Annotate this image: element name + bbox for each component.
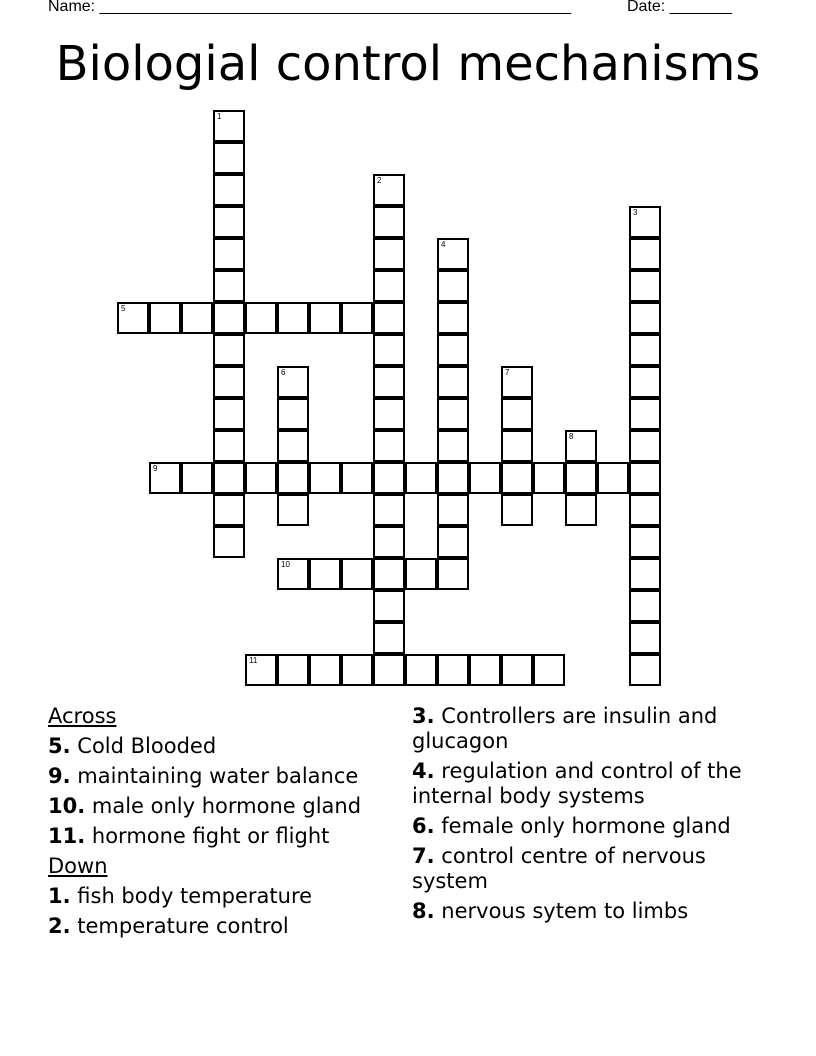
crossword-cell[interactable] xyxy=(501,366,533,398)
crossword-cell[interactable] xyxy=(117,302,149,334)
crossword-cell[interactable] xyxy=(629,238,661,270)
crossword-cell[interactable] xyxy=(373,270,405,302)
cell-number: 7 xyxy=(505,368,510,377)
crossword-cell[interactable] xyxy=(405,462,437,494)
clue-down-6 xyxy=(412,814,757,839)
clue-text: nervous sytem to limbs xyxy=(441,899,689,923)
clue-text: male only hormone gland xyxy=(91,794,362,818)
crossword-cell[interactable] xyxy=(213,174,245,206)
crossword-cell[interactable] xyxy=(437,526,469,558)
crossword-cell[interactable] xyxy=(437,302,469,334)
crossword-cell[interactable] xyxy=(213,110,245,142)
crossword-cell[interactable] xyxy=(373,334,405,366)
crossword-cell[interactable] xyxy=(533,462,565,494)
crossword-cell[interactable] xyxy=(597,462,629,494)
clue-text: control centre of nervous system xyxy=(412,844,706,893)
crossword-cell[interactable] xyxy=(373,174,405,206)
crossword-cell[interactable] xyxy=(437,366,469,398)
cell-number: 11 xyxy=(249,656,258,665)
crossword-cell[interactable] xyxy=(373,526,405,558)
crossword-cell[interactable] xyxy=(277,462,309,494)
clue-across-9 xyxy=(48,764,388,789)
crossword-cell[interactable] xyxy=(213,206,245,238)
clue-across-10 xyxy=(48,794,388,819)
crossword-cell[interactable] xyxy=(437,558,469,590)
clue-number: 3. xyxy=(412,704,435,728)
cell-number: 1 xyxy=(217,112,222,121)
crossword-cell[interactable] xyxy=(469,654,501,686)
crossword-cell[interactable] xyxy=(373,238,405,270)
clue-number: 5. xyxy=(48,734,71,758)
crossword-cell[interactable] xyxy=(373,366,405,398)
crossword-cell[interactable] xyxy=(213,142,245,174)
crossword-cell[interactable] xyxy=(501,494,533,526)
cell-number: 8 xyxy=(569,432,574,441)
crossword-cell[interactable] xyxy=(277,654,309,686)
clue-number: 6. xyxy=(412,814,435,838)
date-field-label: Date: _______ xyxy=(627,0,732,15)
clue-down-2 xyxy=(48,914,388,939)
crossword-cell[interactable] xyxy=(533,654,565,686)
clue-text: female only hormone gland xyxy=(441,814,731,838)
clue-across-11 xyxy=(48,824,388,849)
clue-number: 2. xyxy=(48,914,71,938)
crossword-cell[interactable] xyxy=(373,206,405,238)
clue-text: maintaining water balance xyxy=(77,764,359,788)
clue-text: temperature control xyxy=(77,914,289,938)
cell-number: 2 xyxy=(377,176,382,185)
across-heading: Across xyxy=(48,704,117,728)
cell-number: 9 xyxy=(153,464,158,473)
crossword-cell[interactable] xyxy=(405,558,437,590)
clue-down-7 xyxy=(412,844,757,894)
crossword-cell[interactable] xyxy=(437,430,469,462)
crossword-cell[interactable] xyxy=(341,462,373,494)
cell-number: 6 xyxy=(281,368,286,377)
crossword-cell[interactable] xyxy=(277,430,309,462)
crossword-cell[interactable] xyxy=(565,462,597,494)
crossword-cell[interactable] xyxy=(437,462,469,494)
crossword-cell[interactable] xyxy=(629,270,661,302)
clue-number: 8. xyxy=(412,899,435,923)
crossword-cell[interactable] xyxy=(629,398,661,430)
crossword-cell[interactable] xyxy=(437,270,469,302)
crossword-cell[interactable] xyxy=(501,430,533,462)
crossword-cell[interactable] xyxy=(149,462,181,494)
cell-number: 4 xyxy=(441,240,446,249)
crossword-cell[interactable] xyxy=(437,654,469,686)
crossword-cell[interactable] xyxy=(373,494,405,526)
clue-number: 11. xyxy=(48,824,86,848)
crossword-cell[interactable] xyxy=(245,462,277,494)
crossword-cell[interactable] xyxy=(437,494,469,526)
crossword-cell[interactable] xyxy=(213,430,245,462)
crossword-cell[interactable] xyxy=(629,366,661,398)
crossword-cell[interactable] xyxy=(373,654,405,686)
crossword-cell[interactable] xyxy=(309,302,341,334)
crossword-cell[interactable] xyxy=(245,302,277,334)
crossword-cell[interactable] xyxy=(501,654,533,686)
crossword-cell[interactable] xyxy=(437,398,469,430)
clue-across-5 xyxy=(48,734,388,759)
cell-number: 5 xyxy=(121,304,126,313)
clue-text: fish body temperature xyxy=(77,884,313,908)
crossword-cell[interactable] xyxy=(373,398,405,430)
crossword-cell[interactable] xyxy=(309,654,341,686)
crossword-cell[interactable] xyxy=(341,302,373,334)
clue-down-4 xyxy=(412,759,757,809)
crossword-cell[interactable] xyxy=(501,462,533,494)
name-field-label: Name: _____________________________________________________ xyxy=(48,0,572,15)
crossword-cell[interactable] xyxy=(277,494,309,526)
crossword-cell[interactable] xyxy=(277,302,309,334)
crossword-cell[interactable] xyxy=(501,398,533,430)
crossword-cell[interactable] xyxy=(373,558,405,590)
cell-number: 10 xyxy=(281,560,290,569)
crossword-cell[interactable] xyxy=(213,302,245,334)
crossword-cell[interactable] xyxy=(437,238,469,270)
clue-number: 1. xyxy=(48,884,71,908)
clue-number: 7. xyxy=(412,844,435,868)
crossword-cell[interactable] xyxy=(565,430,597,462)
crossword-cell[interactable] xyxy=(245,654,277,686)
crossword-cell[interactable] xyxy=(213,334,245,366)
crossword-cell[interactable] xyxy=(277,366,309,398)
clues-column-left xyxy=(48,704,388,944)
clue-number: 10. xyxy=(48,794,86,818)
clue-text: Controllers are insulin and glucagon xyxy=(412,704,718,753)
clue-down-1 xyxy=(48,884,388,909)
clue-text: regulation and control of the internal body systems xyxy=(412,759,742,808)
crossword-cell[interactable] xyxy=(629,494,661,526)
crossword-cell[interactable] xyxy=(629,558,661,590)
crossword-cell[interactable] xyxy=(181,462,213,494)
clue-number: 4. xyxy=(412,759,435,783)
crossword-cell[interactable] xyxy=(341,654,373,686)
down-heading: Down xyxy=(48,854,108,878)
crossword-cell[interactable] xyxy=(629,462,661,494)
clue-number: 9. xyxy=(48,764,71,788)
crossword-cell[interactable] xyxy=(373,462,405,494)
page-title: Biologial control mechanisms xyxy=(55,36,761,92)
crossword-cell[interactable] xyxy=(629,302,661,334)
crossword-cell[interactable] xyxy=(629,206,661,238)
crossword-cell[interactable] xyxy=(629,590,661,622)
clue-text: Cold Blooded xyxy=(77,734,217,758)
crossword-cell[interactable] xyxy=(629,526,661,558)
cell-number: 3 xyxy=(633,208,638,217)
crossword-cell[interactable] xyxy=(341,558,373,590)
crossword-cell[interactable] xyxy=(373,590,405,622)
crossword-cell[interactable] xyxy=(213,494,245,526)
crossword-cell[interactable] xyxy=(149,302,181,334)
crossword-cell[interactable] xyxy=(213,270,245,302)
crossword-cell[interactable] xyxy=(277,558,309,590)
clue-text: hormone fight or flight xyxy=(91,824,330,848)
crossword-cell[interactable] xyxy=(629,430,661,462)
crossword-cell[interactable] xyxy=(373,302,405,334)
crossword-cell[interactable] xyxy=(181,302,213,334)
clue-down-8 xyxy=(412,899,757,924)
crossword-cell[interactable] xyxy=(629,622,661,654)
crossword-cell[interactable] xyxy=(213,366,245,398)
crossword-cell[interactable] xyxy=(213,462,245,494)
crossword-cell[interactable] xyxy=(629,334,661,366)
crossword-cell[interactable] xyxy=(629,654,661,686)
crossword-cell[interactable] xyxy=(469,462,501,494)
crossword-cell[interactable] xyxy=(213,238,245,270)
crossword-cell[interactable] xyxy=(213,526,245,558)
crossword-cell[interactable] xyxy=(405,654,437,686)
crossword-cell[interactable] xyxy=(437,334,469,366)
crossword-cell[interactable] xyxy=(213,398,245,430)
clue-down-3 xyxy=(412,704,757,754)
crossword-cell[interactable] xyxy=(565,494,597,526)
crossword-cell[interactable] xyxy=(277,398,309,430)
crossword-cell[interactable] xyxy=(309,558,341,590)
crossword-cell[interactable] xyxy=(309,462,341,494)
crossword-cell[interactable] xyxy=(373,430,405,462)
crossword-cell[interactable] xyxy=(373,622,405,654)
clues-column-right xyxy=(412,704,757,929)
